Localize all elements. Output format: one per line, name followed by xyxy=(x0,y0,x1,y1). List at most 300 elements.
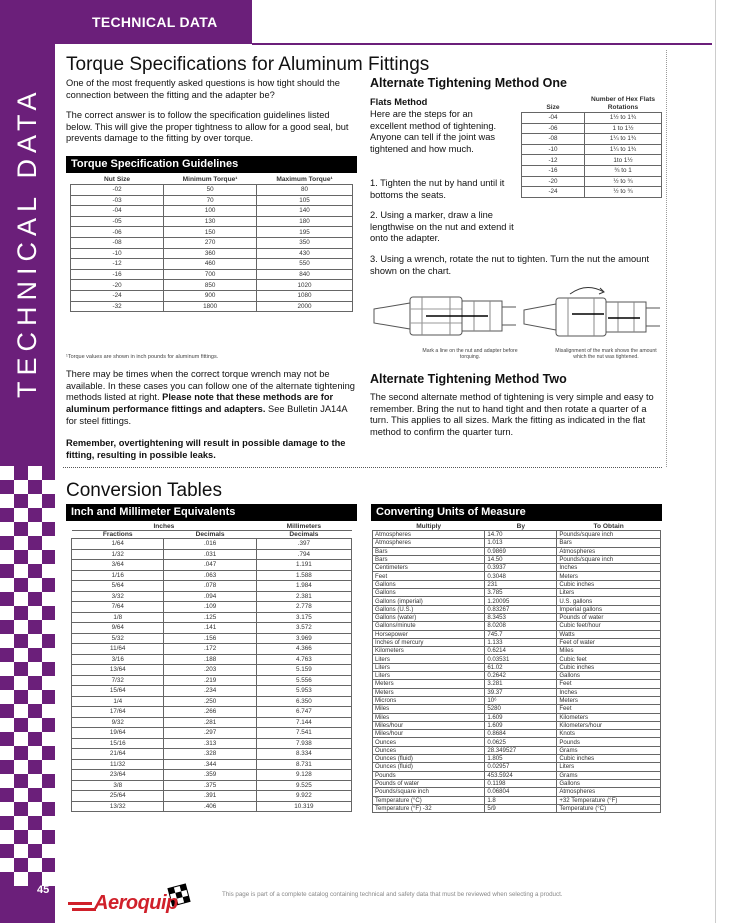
checker-square xyxy=(42,648,56,662)
hex-row-cell: ½ to ¾ xyxy=(585,176,662,187)
inch-row xyxy=(72,759,352,770)
units-row-cell: Gallons xyxy=(373,580,485,588)
checker-square xyxy=(14,620,28,634)
inch-row-cell: 1/64 xyxy=(72,539,164,550)
torque-row-cell: 430 xyxy=(257,248,353,259)
inch-row-cell: 8.334 xyxy=(256,749,351,760)
inch-row-cell: .234 xyxy=(164,686,256,697)
inch-row xyxy=(72,539,352,550)
checker-square xyxy=(0,802,14,816)
torque-row-cell: 900 xyxy=(164,290,257,301)
inch-row-cell: 7.938 xyxy=(256,738,351,749)
hex-row xyxy=(522,123,662,134)
page-number: 45 xyxy=(37,884,50,896)
units-row xyxy=(373,597,661,605)
checker-square xyxy=(14,872,28,886)
units-row xyxy=(373,779,661,787)
hex-row-cell: 1to 1½ xyxy=(585,155,662,166)
units-row xyxy=(373,705,661,713)
torque-row-cell: 2000 xyxy=(257,301,353,312)
checker-square xyxy=(42,788,56,802)
units-row-cell: 0.3048 xyxy=(485,572,557,580)
checker-square xyxy=(28,466,42,480)
torque-intro-2: The correct answer is to follow the specification guidelines listed below. This will give the proper tightness to allow for a good seal, but prevents damage to the fitting by over torque. xyxy=(66,110,349,144)
units-row xyxy=(373,564,661,572)
checker-square xyxy=(42,564,56,578)
inch-row xyxy=(72,749,352,760)
torque-col-max: Maximum Torque¹ xyxy=(276,176,333,183)
units-row-cell: Cubic inches xyxy=(557,755,661,763)
aeroquip-logo xyxy=(66,882,194,916)
caption-after: Misalignment of the mark shows the amount which the nut was tightened. xyxy=(555,348,657,360)
units-row-cell: Ounces (fluid) xyxy=(373,763,485,771)
units-row-cell: 0.83267 xyxy=(485,605,557,613)
inch-row-cell: 3.969 xyxy=(256,633,351,644)
units-row xyxy=(373,796,661,804)
checker-square xyxy=(14,564,28,578)
hex-row-cell: ½ to ¾ xyxy=(585,187,662,198)
inch-row-cell: 9.525 xyxy=(256,780,351,791)
units-row-cell: U.S. gallons xyxy=(557,597,661,605)
inch-row-cell: .094 xyxy=(164,591,256,602)
inch-row-cell: 1/32 xyxy=(72,549,164,560)
units-row-cell: Ounces xyxy=(373,738,485,746)
torque-row xyxy=(71,248,353,259)
units-row-cell: 1.133 xyxy=(485,638,557,646)
torque-row-cell: -16 xyxy=(71,269,164,280)
units-row-cell: 14.70 xyxy=(485,531,557,539)
units-row xyxy=(373,721,661,729)
hex-row-cell: -08 xyxy=(522,134,585,145)
units-row-cell: 0.1198 xyxy=(485,779,557,787)
units-row-cell: Gallons xyxy=(373,589,485,597)
units-row xyxy=(373,771,661,779)
inch-row xyxy=(72,581,352,592)
torque-row-cell: 840 xyxy=(257,269,353,280)
units-row-cell: 0.6214 xyxy=(485,647,557,655)
torque-row-cell: -05 xyxy=(71,216,164,227)
inch-row-cell: 6.350 xyxy=(256,696,351,707)
hex-row-cell: 1 to 1½ xyxy=(585,123,662,134)
inch-row-cell: 8.731 xyxy=(256,759,351,770)
method-one-step-3: 3. Using a wrench, rotate the nut to tighten. Turn the nut the amount shown on the chart. xyxy=(370,254,650,276)
checker-square xyxy=(0,858,14,872)
inch-row-cell: 15/16 xyxy=(72,738,164,749)
header-rule xyxy=(252,43,712,45)
inch-row-cell: 9/32 xyxy=(72,717,164,728)
caption-before: Mark a line on the nut and adapter before torquing. xyxy=(422,348,518,360)
inch-row-cell: 3/16 xyxy=(72,654,164,665)
torque-para-3 xyxy=(66,369,358,428)
inch-row-cell: 4.763 xyxy=(256,654,351,665)
units-row-cell: Cubic inches xyxy=(557,580,661,588)
units-col-multiply: Multiply xyxy=(416,523,442,530)
units-row-cell: Atmospheres xyxy=(373,531,485,539)
inch-row-cell: 21/64 xyxy=(72,749,164,760)
torque-row-cell: -24 xyxy=(71,290,164,301)
inch-row xyxy=(72,665,352,676)
checker-square xyxy=(28,662,42,676)
units-row-cell: Bars xyxy=(373,555,485,563)
units-row xyxy=(373,531,661,539)
torque-row-cell: -03 xyxy=(71,195,164,206)
hex-row-cell: -04 xyxy=(522,113,585,124)
torque-row xyxy=(71,185,353,196)
method-one-title: Alternate Tightening Method One xyxy=(370,76,567,90)
units-row-cell: Grams xyxy=(557,771,661,779)
inch-row-cell: .031 xyxy=(164,549,256,560)
checker-square xyxy=(14,480,28,494)
units-row-cell: Gallons xyxy=(557,672,661,680)
inch-row-cell: 5.953 xyxy=(256,686,351,697)
inch-row-cell: 1/8 xyxy=(72,612,164,623)
units-row-cell: Cubic inches xyxy=(557,663,661,671)
checker-square xyxy=(14,508,28,522)
inch-row xyxy=(72,728,352,739)
torque-row-cell: 1800 xyxy=(164,301,257,312)
units-row xyxy=(373,663,661,671)
units-row xyxy=(373,688,661,696)
torque-row xyxy=(71,206,353,217)
inch-row-cell: .313 xyxy=(164,738,256,749)
hex-row-cell: 1½ to 1¾ xyxy=(585,113,662,124)
sidebar-vertical-label: TECHNICAL DATA xyxy=(12,86,42,398)
units-row-cell: Cubic feet/hour xyxy=(557,622,661,630)
torque-row-cell: 550 xyxy=(257,259,353,270)
torque-para-3-text: There may be times when the correct torque wrench may not be available. In these cases you can follow one of the alternate tightening methods listed at right. xyxy=(66,369,355,403)
inch-row xyxy=(72,696,352,707)
hex-row xyxy=(522,176,662,187)
units-row-cell: 745.7 xyxy=(485,630,557,638)
inch-row-cell: 2.381 xyxy=(256,591,351,602)
inch-row-cell: .016 xyxy=(164,539,256,550)
units-row-cell: Inches of mercury xyxy=(373,638,485,646)
units-row-cell: Meters xyxy=(373,680,485,688)
units-row-cell: 0.8684 xyxy=(485,730,557,738)
torque-row xyxy=(71,195,353,206)
inch-row-cell: .125 xyxy=(164,612,256,623)
units-row-cell: 14.50 xyxy=(485,555,557,563)
hex-col-size: Size xyxy=(546,104,560,111)
units-row-cell: Gallons (U.S.) xyxy=(373,605,485,613)
inch-mm-table xyxy=(66,504,357,812)
fitting-illustration-after xyxy=(520,280,665,346)
units-row-cell: Liters xyxy=(557,763,661,771)
checker-square xyxy=(0,522,14,536)
inch-row-cell: 7/64 xyxy=(72,602,164,613)
units-row-cell: Meters xyxy=(557,572,661,580)
torque-row xyxy=(71,259,353,270)
torque-row-cell: 130 xyxy=(164,216,257,227)
inch-row xyxy=(72,791,352,802)
inch-row xyxy=(72,686,352,697)
hex-row xyxy=(522,134,662,145)
checker-square xyxy=(42,508,56,522)
inch-row xyxy=(72,549,352,560)
units-row-cell: 61.02 xyxy=(485,663,557,671)
torque-row-cell: 1080 xyxy=(257,290,353,301)
inch-row-cell: 7.144 xyxy=(256,717,351,728)
method-one-body: Here are the steps for an excellent method of tightening. Anyone can tell if the joint was tightened and how much. xyxy=(370,109,497,155)
units-row-cell: Atmospheres xyxy=(557,788,661,796)
checker-square xyxy=(28,718,42,732)
torque-row-cell: -32 xyxy=(71,301,164,312)
inch-row-cell: 5/64 xyxy=(72,581,164,592)
checker-square xyxy=(28,858,42,872)
torque-row-cell: -04 xyxy=(71,206,164,217)
hex-row xyxy=(522,144,662,155)
inch-row-cell: .109 xyxy=(164,602,256,613)
units-row-cell: Knots xyxy=(557,730,661,738)
inch-row xyxy=(72,675,352,686)
inch-row-cell: 9.128 xyxy=(256,770,351,781)
inch-row-cell: .188 xyxy=(164,654,256,665)
checker-square xyxy=(42,732,56,746)
torque-row-cell: 150 xyxy=(164,227,257,238)
units-row-cell: Miles xyxy=(373,705,485,713)
inch-row-cell: .266 xyxy=(164,707,256,718)
torque-row-cell: 270 xyxy=(164,237,257,248)
mm-group-header: Millimeters xyxy=(256,523,351,531)
torque-row-cell: -02 xyxy=(71,185,164,196)
units-row-cell: Feet of water xyxy=(557,638,661,646)
units-row-cell: Kilometers xyxy=(373,647,485,655)
checker-square xyxy=(28,690,42,704)
torque-row-cell: 50 xyxy=(164,185,257,196)
units-row-cell: 1.805 xyxy=(485,755,557,763)
brand-name: Aeroquip xyxy=(94,892,178,914)
torque-row-cell: 105 xyxy=(257,195,353,206)
inch-row xyxy=(72,633,352,644)
inch-row-cell: .156 xyxy=(164,633,256,644)
units-row-cell: 0.3937 xyxy=(485,564,557,572)
units-row-cell: Bars xyxy=(557,539,661,547)
inch-row-cell: .172 xyxy=(164,644,256,655)
units-row-cell: 39.37 xyxy=(485,688,557,696)
torque-intro-1: One of the most frequently asked questions is how tight should the connection between the fitting and the adapter be? xyxy=(66,78,340,100)
units-row-cell: Miles xyxy=(373,713,485,721)
checker-square xyxy=(42,536,56,550)
torque-row xyxy=(71,280,353,291)
torque-row xyxy=(71,269,353,280)
units-row-cell: Cubic feet xyxy=(557,655,661,663)
checker-square xyxy=(14,844,28,858)
method-one-step-2: 2. Using a marker, draw a line lengthwise on the nut and extend it onto the adapter. xyxy=(370,210,514,244)
inch-row xyxy=(72,770,352,781)
units-row-cell: 3.281 xyxy=(485,680,557,688)
inch-row-cell: 9.922 xyxy=(256,791,351,802)
inch-row-cell: 25/64 xyxy=(72,791,164,802)
torque-row-cell: 180 xyxy=(257,216,353,227)
hex-row-cell: 1¼ to 1¾ xyxy=(585,134,662,145)
inch-row-cell: .063 xyxy=(164,570,256,581)
units-row-cell: Kilometers xyxy=(557,713,661,721)
torque-row xyxy=(71,216,353,227)
torque-row xyxy=(71,290,353,301)
torque-row xyxy=(71,237,353,248)
units-row xyxy=(373,647,661,655)
units-row-cell: 28.349527 xyxy=(485,746,557,754)
units-row xyxy=(373,788,661,796)
torque-row-cell: 360 xyxy=(164,248,257,259)
checker-square xyxy=(0,578,14,592)
units-row-cell: Temperature (°C) xyxy=(373,796,485,804)
units-row-cell: Gallons/minute xyxy=(373,622,485,630)
units-row xyxy=(373,630,661,638)
units-row-cell: Temperature (°F) -32 xyxy=(373,804,485,812)
inch-row-cell: .047 xyxy=(164,560,256,571)
checker-square xyxy=(42,480,56,494)
torque-row-cell: -08 xyxy=(71,237,164,248)
inch-row-cell: .359 xyxy=(164,770,256,781)
method-one-step-1: 1. Tighten the nut by hand until it bottoms the seats. xyxy=(370,178,505,200)
inch-row-cell: .794 xyxy=(256,549,351,560)
units-row xyxy=(373,589,661,597)
hex-row-cell: 1¼ to 1¾ xyxy=(585,144,662,155)
torque-row-cell: 460 xyxy=(164,259,257,270)
fitting-illustration-before xyxy=(370,285,520,347)
units-row-cell: Meters xyxy=(373,688,485,696)
units-row-cell: Atmospheres xyxy=(373,539,485,547)
units-row-cell: 1.8 xyxy=(485,796,557,804)
inch-row-cell: 2.778 xyxy=(256,602,351,613)
checker-square xyxy=(14,816,28,830)
units-row-cell: Inches xyxy=(557,688,661,696)
checker-square xyxy=(42,704,56,718)
units-row xyxy=(373,613,661,621)
units-row-cell: 3.785 xyxy=(485,589,557,597)
units-row xyxy=(373,746,661,754)
inch-row xyxy=(72,602,352,613)
hex-row-cell: -12 xyxy=(522,155,585,166)
units-row-cell: Meters xyxy=(557,696,661,704)
inch-row xyxy=(72,654,352,665)
hex-row-cell: ¾ to 1 xyxy=(585,165,662,176)
units-row-cell: Feet xyxy=(557,680,661,688)
mm-col-decimals: Decimals xyxy=(289,531,319,538)
method-two-title: Alternate Tightening Method Two xyxy=(370,372,567,386)
inch-row xyxy=(72,591,352,602)
units-row-cell: 453.5924 xyxy=(485,771,557,779)
inch-row-cell: .375 xyxy=(164,780,256,791)
checker-square xyxy=(0,774,14,788)
inch-row-cell: 4.366 xyxy=(256,644,351,655)
checker-square xyxy=(0,662,14,676)
inch-row-cell: 1.984 xyxy=(256,581,351,592)
inch-row xyxy=(72,738,352,749)
units-row-cell: Microns xyxy=(373,696,485,704)
method-one-subtitle: Flats Method xyxy=(370,97,428,107)
hex-row-cell: -10 xyxy=(522,144,585,155)
hex-row xyxy=(522,155,662,166)
checker-square xyxy=(0,550,14,564)
torque-row-cell: -10 xyxy=(71,248,164,259)
torque-col-min: Minimum Torque¹ xyxy=(182,176,238,183)
checker-square xyxy=(28,494,42,508)
inch-row-cell: .219 xyxy=(164,675,256,686)
units-row-cell: 1.609 xyxy=(485,713,557,721)
units-row-cell: Kilometers/hour xyxy=(557,721,661,729)
units-row-cell: Ounces xyxy=(373,746,485,754)
inch-row-cell: .344 xyxy=(164,759,256,770)
inch-row-cell: .141 xyxy=(164,623,256,634)
torque-row-cell: 350 xyxy=(257,237,353,248)
checker-square xyxy=(0,494,14,508)
inch-row-cell: 13/64 xyxy=(72,665,164,676)
hex-row-cell: -24 xyxy=(522,187,585,198)
inch-row-cell: .250 xyxy=(164,696,256,707)
torque-row-cell: 140 xyxy=(257,206,353,217)
inch-row xyxy=(72,801,352,812)
units-row-cell: Liters xyxy=(373,672,485,680)
torque-table-title: Torque Specification Guidelines xyxy=(66,156,357,173)
units-row-cell: Feet xyxy=(557,705,661,713)
checker-square xyxy=(14,536,28,550)
checker-square xyxy=(28,802,42,816)
units-col-by: By xyxy=(516,523,526,530)
units-row-cell: 5/9 xyxy=(485,804,557,812)
units-row-cell: Ounces (fluid) xyxy=(373,755,485,763)
units-table-title: Converting Units of Measure xyxy=(371,504,662,521)
torque-para-3-tail: See Bulletin JA14A for steel fittings. xyxy=(66,404,348,426)
inch-row-cell: 11/64 xyxy=(72,644,164,655)
checker-square xyxy=(14,676,28,690)
units-row xyxy=(373,555,661,563)
inch-row xyxy=(72,644,352,655)
units-row-cell: Gallons (water) xyxy=(373,613,485,621)
units-row-cell: 1.013 xyxy=(485,539,557,547)
checker-square xyxy=(42,760,56,774)
inch-row xyxy=(72,612,352,623)
units-row xyxy=(373,730,661,738)
hex-row xyxy=(522,113,662,124)
hex-col-rotations: Number of Hex Flats Rotations xyxy=(590,96,656,111)
units-row-cell: 1.609 xyxy=(485,721,557,729)
inch-row-cell: 5/32 xyxy=(72,633,164,644)
checker-square xyxy=(28,634,42,648)
page-edge xyxy=(715,0,716,923)
inch-row-cell: 1.191 xyxy=(256,560,351,571)
hex-row-cell: -06 xyxy=(522,123,585,134)
inch-row-cell: .281 xyxy=(164,717,256,728)
units-row-cell: Pounds xyxy=(373,771,485,779)
checker-square xyxy=(14,760,28,774)
conversion-title: Conversion Tables xyxy=(66,480,222,501)
hex-flats-table xyxy=(521,96,662,198)
hex-row xyxy=(522,187,662,198)
checker-square xyxy=(28,606,42,620)
inch-mm-table-title: Inch and Millimeter Equivalents xyxy=(66,504,357,521)
inch-row-cell: 3/8 xyxy=(72,780,164,791)
inch-row-cell: 9/64 xyxy=(72,623,164,634)
units-col-obtain: To Obtain xyxy=(593,523,624,530)
units-row-cell: Inches xyxy=(557,564,661,572)
checker-square xyxy=(0,718,14,732)
units-row-cell: Gallons xyxy=(557,779,661,787)
units-row-cell: 1.20095 xyxy=(485,597,557,605)
units-row xyxy=(373,572,661,580)
inch-row-cell: .397 xyxy=(256,539,351,550)
units-row-cell: 0.9869 xyxy=(485,547,557,555)
units-table xyxy=(371,504,662,813)
units-row xyxy=(373,638,661,646)
checker-square xyxy=(28,550,42,564)
units-row-cell: 0.0625 xyxy=(485,738,557,746)
inch-row-cell: .297 xyxy=(164,728,256,739)
units-row-cell: Bars xyxy=(373,547,485,555)
inch-row-cell: .328 xyxy=(164,749,256,760)
footer-note: This page is part of a complete catalog containing technical and safety data that must be reviewed when selecting a product. xyxy=(222,891,563,898)
